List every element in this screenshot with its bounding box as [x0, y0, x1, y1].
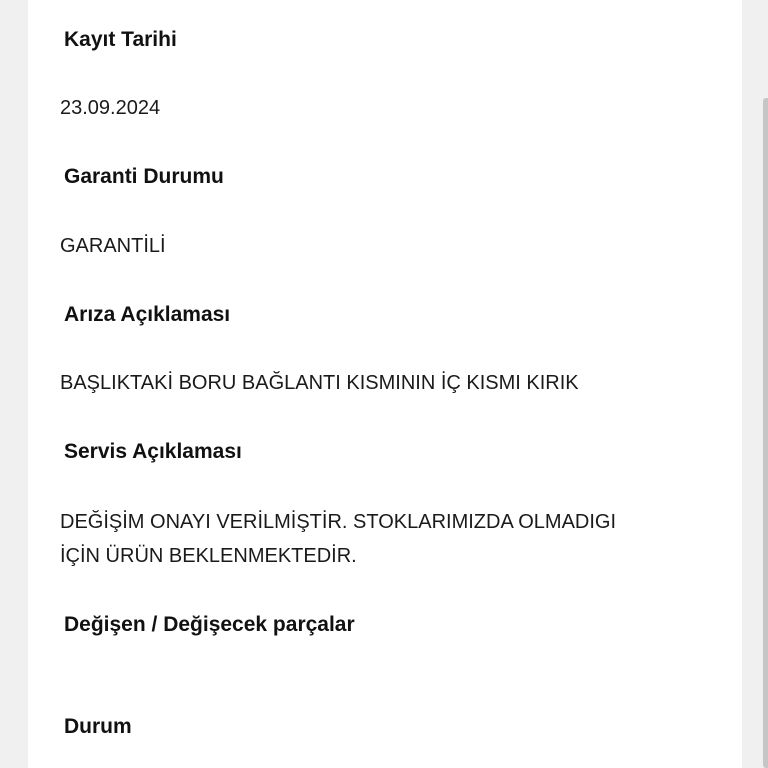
fault-description-value: BAŞLIKTAKİ BORU BAĞLANTI KISMININ İÇ KISMI KIRIK — [60, 372, 579, 394]
status-label: Durum — [64, 715, 132, 738]
service-description-line-2: İÇİN ÜRÜN BEKLENMEKTEDİR. — [60, 545, 357, 567]
registration-date-value: 23.09.2024 — [60, 97, 161, 119]
changed-parts-label: Değişen / Değişecek parçalar — [64, 613, 355, 636]
service-description-line-1: DEĞİŞİM ONAYI VERİLMİŞTİR. STOKLARIMIZDA OLMADIGI — [60, 511, 617, 533]
warranty-status-value: GARANTİLİ — [60, 235, 166, 257]
scrollbar-thumb[interactable] — [763, 98, 768, 768]
service-description-label: Servis Açıklaması — [64, 440, 242, 463]
fault-description-label: Arıza Açıklaması — [64, 303, 231, 326]
warranty-status-label: Garanti Durumu — [64, 165, 224, 188]
scrollbar[interactable] — [762, 0, 768, 768]
registration-date-label: Kayıt Tarihi — [64, 28, 177, 51]
